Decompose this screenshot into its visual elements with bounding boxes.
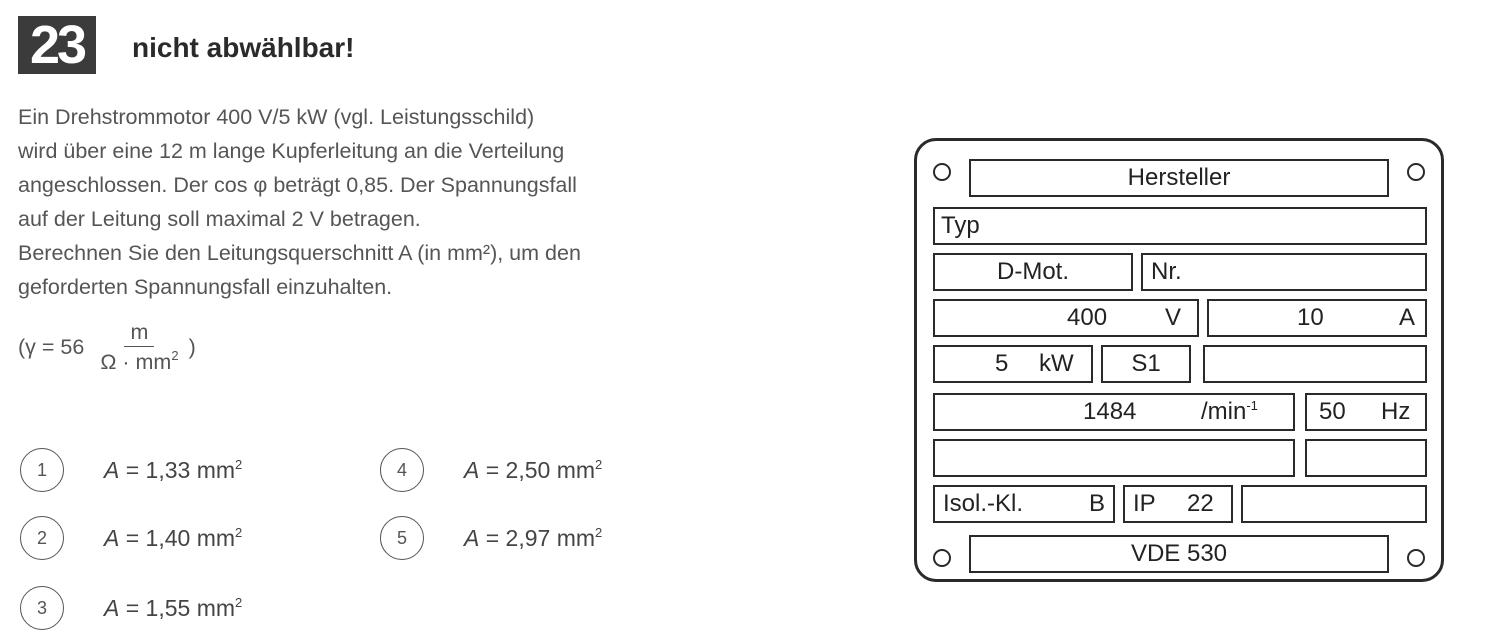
speed-value: 1484 (1083, 398, 1137, 425)
voltage-field (933, 299, 1199, 337)
empty-field (1203, 345, 1427, 383)
question-line: geforderten Spannungsfall einzuhalten. (18, 275, 393, 299)
answer-number-circle[interactable]: 5 (380, 516, 424, 560)
power-value: 5 (995, 350, 1009, 377)
empty-field (1305, 439, 1427, 477)
frequency-value: 50 (1319, 398, 1346, 425)
answer-value: A = 2,97 $mm^2$ (464, 524, 603, 551)
voltage-unit: V (1165, 304, 1182, 331)
voltage-value: 400 (1067, 304, 1108, 331)
power-field (933, 345, 1093, 383)
answer-option-1[interactable] (20, 448, 340, 492)
type-field: Typ (933, 207, 1427, 245)
gamma-numerator: m (124, 318, 154, 347)
motor-nameplate (914, 138, 1444, 582)
power-unit: kW (1039, 350, 1074, 377)
answer-option-4[interactable] (380, 448, 700, 492)
empty-field (933, 439, 1295, 477)
serial-number-field: Nr. (1141, 253, 1427, 291)
answer-value: A = 1,55 $mm^2$ (104, 594, 243, 621)
answer-option-2[interactable] (20, 516, 340, 560)
answer-number-circle[interactable]: 3 (20, 586, 64, 630)
speed-field (933, 393, 1295, 431)
answer-value: A = 1,40 $mm^2$ (104, 524, 243, 551)
question-line: Ein Drehstrommotor 400 V/5 kW (vgl. Leistungsschild) (18, 105, 535, 129)
speed-unit: $/\min^{-1}$ (1201, 398, 1258, 425)
answer-option-3[interactable] (20, 586, 340, 630)
frequency-field (1305, 393, 1427, 431)
question-line: Berechnen Sie den Leitungsquerschnitt A (in mm²), um den (18, 241, 581, 265)
question-line: auf der Leitung soll maximal 2 V betragen. (18, 207, 421, 231)
current-value: 10 (1297, 304, 1324, 331)
question-line: angeschlossen. Der cos φ beträgt 0,85. Der Spannungsfall (18, 173, 577, 197)
frequency-unit: Hz (1381, 398, 1411, 425)
gamma-suffix: ) (188, 335, 196, 359)
insulation-class: B (1089, 490, 1106, 517)
insulation-label: Isol.-Kl. (943, 490, 1024, 517)
insulation-field (933, 485, 1115, 523)
current-unit: A (1399, 304, 1416, 331)
gamma-denominator: $\Omega \cdot mm^2$ (100, 348, 179, 374)
current-field (1207, 299, 1427, 337)
screw-hole-icon (933, 549, 951, 567)
gamma-fraction (94, 318, 184, 377)
answer-number-circle[interactable]: 1 (20, 448, 64, 492)
ip-field (1123, 485, 1233, 523)
empty-field (1241, 485, 1427, 523)
answer-value: A = 1,33 $mm^2$ (104, 456, 243, 483)
screw-hole-icon (1407, 163, 1425, 181)
ip-label: IP (1133, 490, 1156, 517)
question-text (18, 100, 778, 304)
conductivity-formula (18, 318, 196, 377)
screw-hole-icon (933, 163, 951, 181)
answer-option-5[interactable] (380, 516, 700, 560)
task-heading: nicht abwählbar! (132, 32, 355, 63)
screw-hole-icon (1407, 549, 1425, 567)
answer-number-circle[interactable]: 2 (20, 516, 64, 560)
answer-value: A = 2,50 $mm^2$ (464, 456, 603, 483)
question-line: wird über eine 12 m lange Kupferleitung an die Verteilung (18, 139, 565, 163)
ip-value: 22 (1187, 490, 1214, 517)
standard-field: VDE 530 (969, 535, 1389, 573)
gamma-prefix: (γ = 56 (18, 335, 85, 359)
manufacturer-field: Hersteller (969, 159, 1389, 197)
task-number: 23 (18, 16, 96, 74)
motor-kind-field: D-Mot. (933, 253, 1133, 291)
answer-number-circle[interactable]: 4 (380, 448, 424, 492)
duty-field: S1 (1101, 345, 1191, 383)
